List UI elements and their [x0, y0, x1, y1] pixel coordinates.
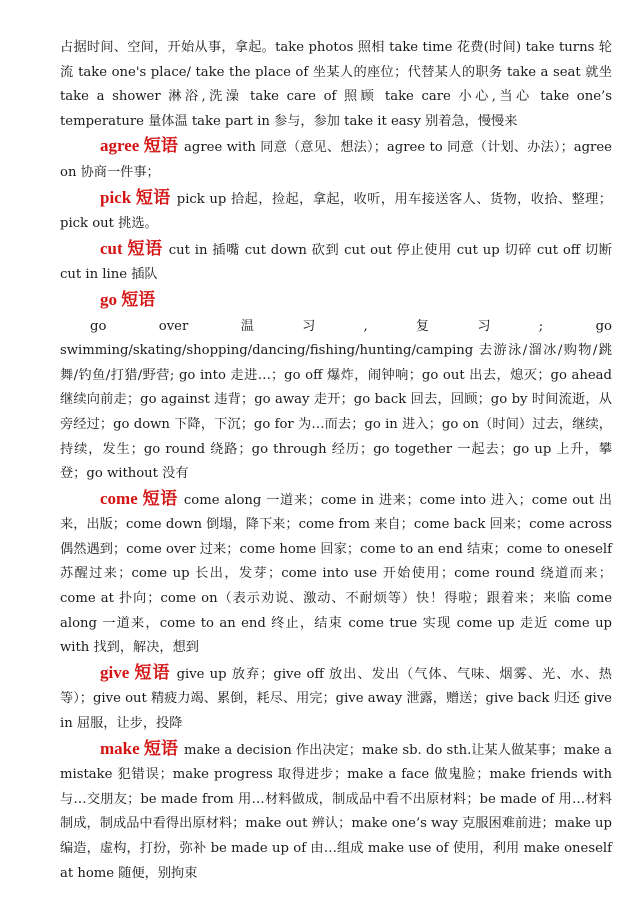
cut-heading: cut 短语: [100, 238, 163, 258]
pick-section: [60, 186, 612, 237]
come-text: come along 一道来；come in 进来；come into 进入；come out 出来，出版；come down 倒塌，降下来；come from 来自；come back 回来；come across 偶然遇到；come over 过来；come home 回家；come to an end 结束；come to oneself 苏醒过来；come up 长出，发芽；come into use 开始使用；come round 绕道而来；come at 扑向；come on（表示劝说、激动、不耐烦等）快！得啦；跟着来；来临 come along 一道来，come to an end 终止，结束 come true 实现 come up 走近 come up with 找到，解决，想到: [60, 492, 612, 656]
go-text: go over 温习,复习; go swimming/skating/shopping/dancing/fishing/hunting/camping 去游泳/溜冰/购物/跳舞/钓鱼/打猎/野营; go into 走进…；go off 爆炸，闹钟响；go out 出去，熄灭；go ahead 继续向前走；go against 违背；go away 走开；go back 回去，回顾；go by 时间流逝，从旁经过；go down 下降，下沉；go for 为…而去；go in 进入；go on（时间）过去，继续，持续，发生；go round 绕路；go through 经历；go together 一起去；go up 上升，攀登；go without 没有: [60, 318, 612, 482]
agree-section: [60, 134, 612, 185]
take-phrases-text: 占据时间、空间，开始从事，拿起。take photos 照相 take time 花费(时间) take turns 轮流 take one's place/ take the place of 坐某人的座位；代替某人的职务 take a seat 就坐 take a shower 淋浴,洗澡 take care of 照顾 take care 小心,当心 take one’s temperature 量体温 take part in 参与，参加 take it easy 别着急，慢慢来: [60, 40, 612, 129]
go-section-heading: [60, 288, 612, 315]
come-heading: come 短语: [100, 488, 178, 508]
document-page: [60, 36, 612, 886]
pick-text: pick up 拾起，捡起，拿起，收听，用车接送客人、货物，收拾、整理；pick out 挑选。: [60, 191, 612, 232]
come-section: [60, 487, 612, 661]
give-heading: give 短语: [100, 662, 171, 682]
cut-text: cut in 插嘴 cut down 砍到 cut out 停止使用 cut up 切碎 cut off 切断 cut in line 插队: [60, 242, 612, 283]
make-text: make a decision 作出决定；make sb. do sth.让某人做某事；make a mistake 犯错误；make progress 取得进步；make a face 做鬼脸；make friends with 与…交朋友；be made from 用…材料做成，制成品中看不出原材料；be made of 用…材料制成，制成品中看得出原材料；make out 辨认；make one’s way 克服困难前进；make up 编造，虚构，打扮，弥补 be made up of 由…组成 make use of 使用，利用 make oneself at home 随便，别拘束: [60, 742, 612, 881]
give-text: give up 放弃；give off 放出、发出（气体、气味、烟雾、光、水、热等）；give out 精疲力竭、累倒，耗尽、用完；give away 泄露，赠送；give back 归还 give in 屈服，让步，投降: [60, 666, 612, 732]
go-section: [60, 315, 612, 487]
give-section: [60, 661, 612, 737]
make-heading: make 短语: [100, 738, 178, 758]
agree-heading: agree 短语: [100, 136, 179, 156]
go-heading: go 短语: [100, 289, 156, 309]
pick-heading: pick 短语: [100, 187, 171, 207]
cut-section: [60, 237, 612, 288]
take-phrases-paragraph: [60, 36, 612, 134]
agree-text: agree with 同意（意见、想法）；agree to 同意（计划、办法）；agree on 协商一件事；: [60, 140, 612, 180]
make-section: [60, 737, 612, 887]
